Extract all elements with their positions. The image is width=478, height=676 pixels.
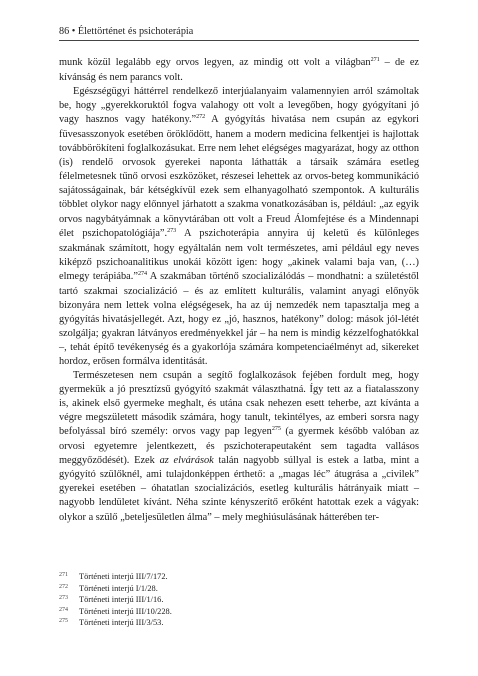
footnote-item	[59, 571, 419, 583]
footnote-number: 273	[59, 595, 68, 602]
footnote-text: Történeti interjú III/7/172.	[79, 572, 168, 581]
paragraph-3-emphasis: az elvárások	[159, 455, 214, 467]
body-text	[59, 56, 419, 525]
paragraph-2-text-2: A gyógyítás hivatása nem csupán az egykori füvesasszonyok esetében öröklődött, hanem a modern medicina felkentjei is hajlottak továbbörökíteni foglalkozásukat. Erre nem lehet elégséges magyarázat, hogy az otthon (is) rendelő orvosok gyerekei naponta láthatták a társaik számára esetleg félelmetesnek tűnő orvosi eszközöket, részesei lehettek az orvos-beteg kommunikáció sajátosságainak, bár kétségkívül ezek sem elhanyagolható szempontok. A kulturális többlet olykor nagy előnnyel járhatott a szakma vonatkozásában is, például: „az egyik orvos nagybátyámnak a könyvtárában ott volt a Freud Álomfejtése és a Mindennapi élet pszichopatológiája”.	[59, 114, 420, 239]
paragraph-2-text-4: A szakmában történő szocializálódás – mondhatni: a születéstől tartó szakmai szocializáció – és az említett kulturális, valamint anyagi előnyök bizonyára nem lettek volna elégségesek, ha az új nemzedék nem tapasztalja meg a gyógyítás hivatásjellegét. Azt, hogy ez „jó, hasznos, hatékony” dolog: mások jól-létét szolgálja; gyakran látványos eredményekkel jár – ha nem is mindig kézzelfoghatókkal –, tehát építő tevékenység és a gyakorlója számára kompetenciaélményt ad, sikereket hordoz, erősen formálva identitását.	[59, 270, 420, 367]
footnote-number: 271	[59, 572, 68, 578]
footnote-text: Történeti interjú III/10/228.	[79, 606, 172, 616]
paragraph-1-text-1: munk közül legalább egy orvos legyen, az mindig ott volt a világban	[59, 57, 371, 68]
running-head	[59, 26, 419, 37]
paragraph-2	[59, 85, 419, 369]
footnotes	[59, 571, 419, 629]
footnote-item	[59, 594, 419, 606]
paragraph-1-text-2: – de ez kívánság és nem parancs volt.	[59, 57, 420, 84]
paragraph-3-text-1: Természetesen nem csupán a segítő foglalkozások fejében fordult meg, hogy gyermekük a jó presztízsű gyógyító szakmát választhatná. Így tett az a fiatalasszony is, akinek első gyermeke meghalt, és utána csak nehezen esett teherbe, azt kívánta a végre megszületett második számára, hogy tanult, tekintélyes, az emberi sorsra nagy befolyással bíró személy: orvos vagy pap legyen	[59, 370, 419, 438]
footnote-item	[59, 583, 419, 595]
header-rule	[59, 40, 419, 41]
footnote-text: Történeti interjú III/1/16.	[79, 595, 164, 605]
paragraph-3-text-3: talán nagyobb súllyal is estek a latba, mint a gyógyító szülőknél, ami tulajdonképpen érthető: a „magas léc” átugrása a „civilek” gyerekei esetében – óhatatlan szocializációs, esetleg kulturális hátrányaik miatt – nagyobb lendületet kívánt. Néha szinte kényszerítő erőként hatottak ezek a vágyak: olykor a szülő „beteljesületlen álma” – mely meghiúsulásának hátterében ter-	[59, 455, 419, 523]
paragraph-2-text-3: A pszichoterápia annyira új keletű és különleges szakmának számított, hogy egyáltalán nem volt természetes, ami például egy neves kiképző pszichoanalitikus unokái között igen: hogy „akinek valami baja van, (…) elmegy terápiába.”	[59, 227, 419, 282]
page-number: 86	[59, 26, 70, 37]
footnote-ref-271[interactable]: 271	[370, 56, 380, 63]
footnote-ref-272[interactable]: 272	[196, 113, 206, 121]
paragraph-1	[59, 56, 419, 85]
paragraph-3-text-2: (a gyermek később valóban az orvosi egyetemre jelentkezett, és pszichoterapeutaként sem tagadta vallásos meggyőződését). Ezek	[59, 426, 419, 467]
footnote-number: 275	[59, 618, 68, 625]
footnote-item	[59, 617, 419, 629]
footnote-item	[59, 606, 419, 618]
footnote-number: 272	[59, 583, 68, 590]
running-title: Élettörténet és psichoterápia	[77, 26, 194, 37]
footnote-number: 274	[59, 606, 68, 613]
paragraph-2-text-1: Egészségügyi háttérrel rendelkező interjúalanyaim valamennyien arról számoltak be, hogy „gyerekkoruktól fogva valahogy ott volt a levegőben, hogy gyógyítani jó vagy hasznos vagy hatékony.”	[59, 86, 419, 126]
footnote-ref-274[interactable]: 274	[137, 269, 147, 277]
footnote-text: Történeti interjú I/1/28.	[79, 583, 158, 593]
paragraph-3	[59, 369, 419, 525]
footnote-ref-275[interactable]: 275	[271, 425, 281, 433]
footnote-text: Történeti interjú III/3/53.	[79, 618, 164, 628]
header-separator: •	[71, 26, 76, 37]
footnote-ref-273[interactable]: 273	[167, 226, 177, 234]
